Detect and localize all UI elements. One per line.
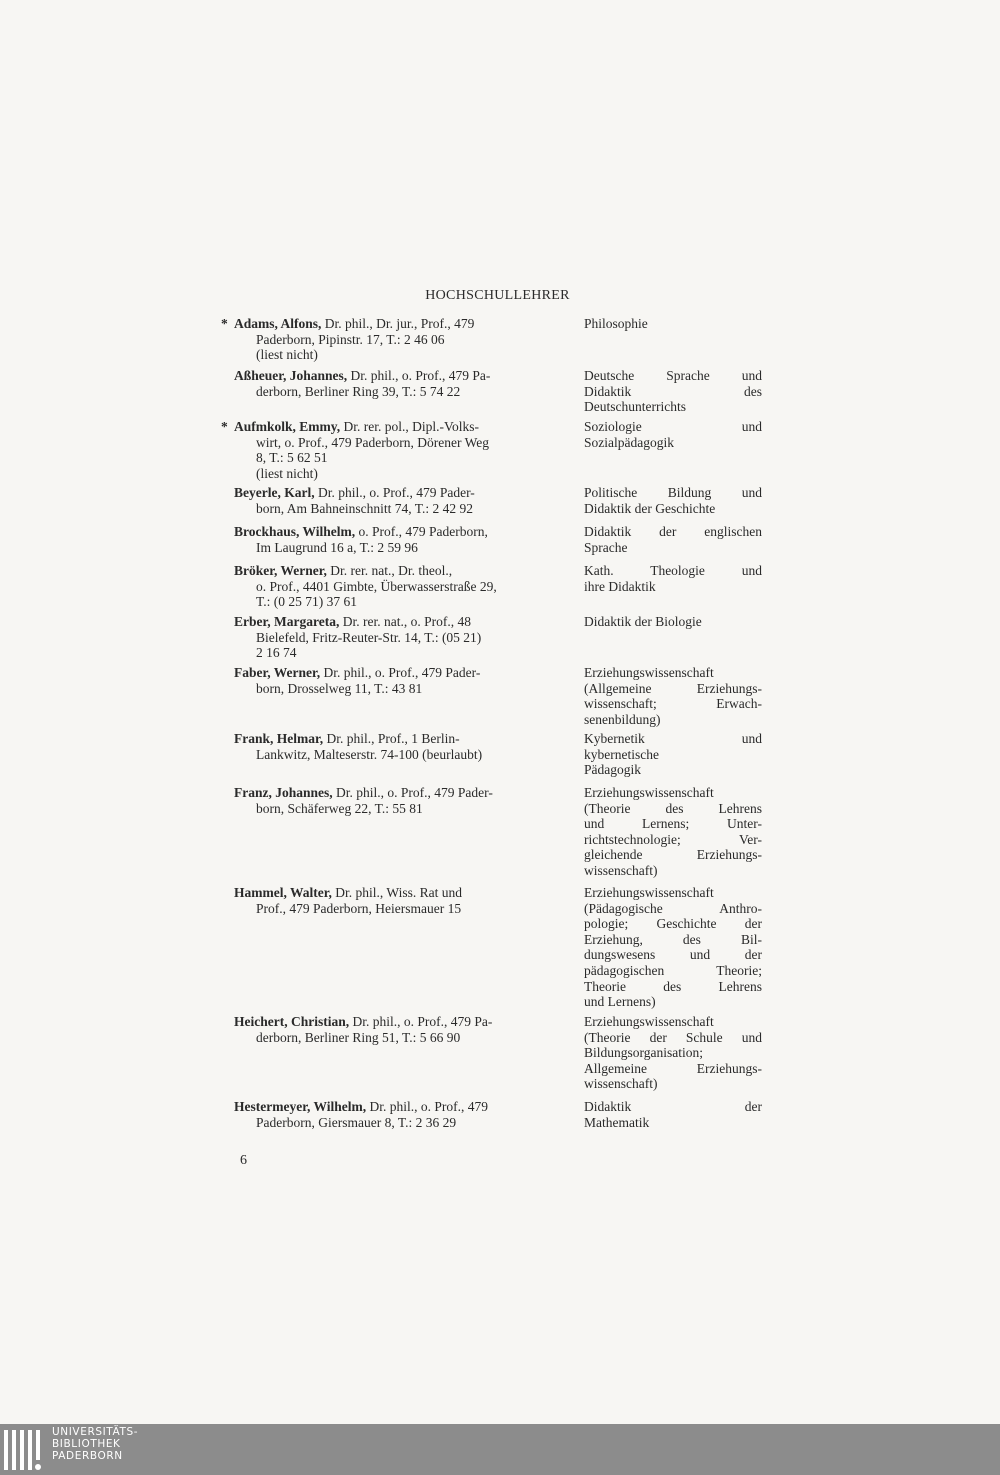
subject-line: Erziehungswissenschaft (584, 665, 714, 680)
subject-area (584, 563, 762, 594)
entry-line: born, Schäferweg 22, T.: 55 81 (256, 800, 423, 816)
person-title-address: Dr. phil., o. Prof., 479 (366, 1099, 488, 1114)
subject-line: wissenschaft) (584, 1076, 658, 1092)
library-name-line: PADERBORN (52, 1450, 123, 1462)
subject-area (584, 485, 762, 516)
person-name: Beyerle, Karl, (234, 485, 315, 500)
entry-details (234, 485, 562, 516)
library-name-line: BIBLIOTHEK (52, 1438, 121, 1450)
subject-line: (Allgemeine Erziehungs- (584, 680, 762, 696)
library-name-line: UNIVERSITÄTS- (52, 1426, 139, 1438)
entry-line: wirt, o. Prof., 479 Paderborn, Dörener Weg (256, 434, 489, 450)
entry-details (234, 419, 562, 481)
entry-line: Paderborn, Pipinstr. 17, T.: 2 46 06 (256, 331, 445, 347)
person-title-address: Dr. phil., Dr. jur., Prof., 479 (321, 316, 475, 331)
person-title-address: Dr. rer. nat., o. Prof., 48 (339, 614, 471, 629)
subject-line: Erziehungswissenschaft (584, 785, 714, 800)
subject-line: pologie; Geschichte der (584, 916, 762, 932)
subject-line: Philosophie (584, 316, 648, 331)
reading-status-marker: * (221, 316, 228, 331)
entry-details (234, 1014, 562, 1045)
person-name: Adams, Alfons, (234, 316, 322, 331)
subject-line: Allgemeine Erziehungs- (584, 1060, 762, 1076)
entry-line (234, 563, 562, 579)
person-name: Faber, Werner, (234, 665, 321, 680)
subject-line: Deutschunterrichts (584, 399, 686, 415)
subject-line: Kath. Theologie und (584, 563, 762, 578)
page-title: HOCHSCHULLEHRER (425, 288, 570, 303)
person-title-address: Dr. phil., o. Prof., 479 Pa- (349, 1014, 493, 1029)
person-title-address: Dr. phil., Prof., 1 Berlin- (323, 731, 460, 746)
entry-line (234, 885, 562, 901)
person-title-address: Dr. rer. nat., Dr. theol., (326, 563, 453, 578)
person-name: Heichert, Christian, (234, 1014, 350, 1029)
subject-line: dungswesens und der (584, 947, 762, 963)
library-logo-icon (4, 1430, 44, 1470)
entry-line: Prof., 479 Paderborn, Heiersmauer 15 (256, 900, 462, 916)
entry-details (234, 368, 562, 399)
subject-line: Didaktik der englischen (584, 524, 762, 539)
entry-line (234, 316, 562, 332)
entry-details (234, 316, 562, 363)
entry-line: Bielefeld, Fritz-Reuter-Str. 14, T.: (05 21) (256, 629, 482, 645)
entry-line: Im Laugrund 16 a, T.: 2 59 96 (256, 539, 418, 555)
subject-line: Didaktik des (584, 383, 762, 399)
person-name: Brockhaus, Wilhelm, (234, 524, 356, 539)
subject-line: Erziehungswissenschaft (584, 885, 714, 900)
subject-line: Erziehungswissenschaft (584, 1014, 714, 1029)
subject-line: richtstechnologie; Ver- (584, 831, 762, 847)
subject-line: Sprache (584, 539, 628, 555)
entry-line: T.: (0 25 71) 37 61 (256, 594, 357, 610)
subject-line: gleichende Erziehungs- (584, 847, 762, 863)
entry-line (234, 731, 562, 747)
subject-line: kybernetische (584, 746, 659, 762)
entry-details (234, 614, 562, 661)
entry-details (234, 665, 562, 696)
entry-line (234, 785, 562, 801)
subject-area (584, 614, 762, 630)
subject-area (584, 524, 762, 555)
subject-line: Sozialpädagogik (584, 434, 674, 450)
subject-line: (Pädagogische Anthro- (584, 900, 762, 916)
entry-details (234, 885, 562, 916)
entry-details (234, 785, 562, 816)
person-title-address: Dr. phil., o. Prof., 479 Pader- (332, 785, 493, 800)
page-number: 6 (240, 1153, 247, 1168)
entry-line (234, 368, 562, 384)
entry-line: (liest nicht) (256, 465, 318, 481)
person-title-address: o. Prof., 479 Paderborn, (355, 524, 488, 539)
subject-line: Pädagogik (584, 762, 641, 778)
person-title-address: Dr. phil., o. Prof., 479 Pader- (314, 485, 475, 500)
person-name: Bröker, Werner, (234, 563, 327, 578)
entry-details (234, 524, 562, 555)
subject-line: Didaktik der Geschichte (584, 500, 716, 516)
subject-line: Erziehung, des Bil- (584, 931, 762, 947)
subject-area (584, 1099, 762, 1130)
entry-line: (liest nicht) (256, 347, 318, 363)
entry-line (234, 1014, 562, 1030)
entry-line: 2 16 74 (256, 645, 297, 661)
entry-details (234, 731, 562, 762)
person-name: Erber, Margareta, (234, 614, 340, 629)
person-title-address: Dr. phil., Wiss. Rat und (331, 885, 462, 900)
person-name: Frank, Helmar, (234, 731, 324, 746)
subject-line: Didaktik der (584, 1099, 762, 1114)
subject-line: Deutsche Sprache und (584, 368, 762, 383)
person-name: Aßheuer, Johannes, (234, 368, 348, 383)
subject-line: Mathematik (584, 1114, 650, 1130)
subject-line: wissenschaft) (584, 862, 658, 878)
subject-line: und Lernens; Unter- (584, 816, 762, 832)
entry-line: 8, T.: 5 62 51 (256, 450, 328, 466)
subject-area (584, 1014, 762, 1092)
entry-line: derborn, Berliner Ring 51, T.: 5 66 90 (256, 1029, 461, 1045)
entry-line (234, 614, 562, 630)
subject-area (584, 316, 762, 332)
subject-line: ihre Didaktik (584, 578, 656, 594)
entry-line: o. Prof., 4401 Gimbte, Überwasserstraße 29, (256, 578, 497, 594)
entry-line (234, 665, 562, 681)
subject-line: (Theorie des Lehrens (584, 800, 762, 816)
library-name (52, 1426, 138, 1462)
entry-details (234, 563, 562, 610)
entry-line: born, Drosselweg 11, T.: 43 81 (256, 680, 423, 696)
entry-line (234, 485, 562, 501)
entry-details (234, 1099, 562, 1130)
entry-line: born, Am Bahneinschnitt 74, T.: 2 42 92 (256, 500, 473, 516)
subject-area (584, 785, 762, 879)
entry-line (234, 419, 562, 435)
subject-line: wissenschaft; Erwach- (584, 696, 762, 712)
subject-area (584, 665, 762, 727)
subject-area (584, 731, 762, 778)
entry-line: Paderborn, Giersmauer 8, T.: 2 36 29 (256, 1114, 457, 1130)
entry-line: derborn, Berliner Ring 39, T.: 5 74 22 (256, 383, 461, 399)
subject-area (584, 885, 762, 1010)
subject-line: Kybernetik und (584, 731, 762, 746)
person-title-address: Dr. phil., o. Prof., 479 Pa- (347, 368, 491, 383)
subject-area (584, 419, 762, 450)
entry-line: Lankwitz, Malteserstr. 74-100 (beurlaubt) (256, 746, 483, 762)
subject-line: senenbildung) (584, 711, 661, 727)
person-name: Hammel, Walter, (234, 885, 332, 900)
subject-line: Didaktik der Biologie (584, 614, 702, 629)
reading-status-marker: * (221, 419, 228, 434)
entry-line (234, 1099, 562, 1115)
subject-line: (Theorie der Schule und (584, 1029, 762, 1045)
entry-line (234, 524, 562, 540)
subject-line: Bildungsorganisation; (584, 1045, 704, 1061)
subject-area (584, 368, 762, 415)
person-name: Franz, Johannes, (234, 785, 333, 800)
person-title-address: Dr. rer. pol., Dipl.-Volks- (340, 419, 480, 434)
subject-line: Politische Bildung und (584, 485, 762, 500)
library-footer-bar (0, 1424, 1000, 1475)
subject-line: Soziologie und (584, 419, 762, 434)
person-title-address: Dr. phil., o. Prof., 479 Pader- (320, 665, 481, 680)
subject-line: Theorie des Lehrens (584, 978, 762, 994)
subject-line: und Lernens) (584, 994, 656, 1010)
subject-line: pädagogischen Theorie; (584, 962, 762, 978)
person-name: Aufmkolk, Emmy, (234, 419, 341, 434)
person-name: Hestermeyer, Wilhelm, (234, 1099, 367, 1114)
